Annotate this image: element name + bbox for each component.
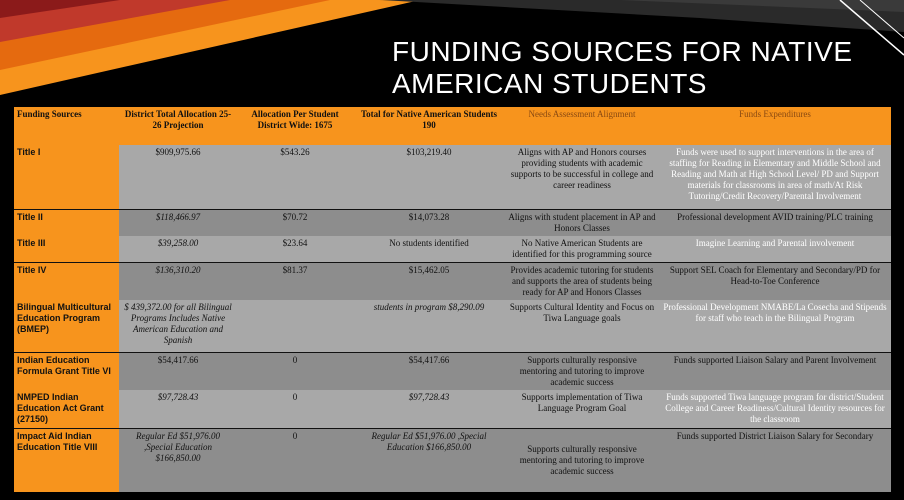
- funds-expenditures: Funds were used to support interventions in the area of staffing for Reading in Elementary and Middle School and Reading and Math at High School Level/ PD and Support materials for classrooms in area of math/At Risk Tutoring/Credit Recovery/Parental Involvement: [659, 145, 891, 209]
- funding-source: Title II: [14, 209, 119, 236]
- funds-expenditures: Professional development AVID training/PLC training: [659, 209, 891, 236]
- column-header: Needs Assessment Alignment: [505, 107, 659, 145]
- needs-alignment: Supports Cultural Identity and Focus on Tiwa Language goals: [505, 300, 659, 352]
- per-student-allocation: [237, 300, 353, 352]
- table-row: [14, 236, 891, 263]
- funds-expenditures: Professional Development NMABE/La Cosecha and Stipends for staff who teach in the Bilingual Program: [659, 300, 891, 352]
- needs-alignment: Supports culturally responsive mentoring and tutoring to improve academic success: [505, 429, 659, 492]
- district-allocation: $39,258.00: [119, 236, 237, 263]
- native-american-total: $103,219.40: [353, 145, 505, 209]
- funding-source: Bilingual Multicultural Education Program (BMEP): [14, 300, 119, 352]
- per-student-allocation: 0: [237, 390, 353, 429]
- funds-expenditures: Support SEL Coach for Elementary and Secondary/PD for Head-to-Toe Conference: [659, 263, 891, 301]
- table-row: [14, 390, 891, 429]
- needs-alignment: Aligns with AP and Honors courses providing students with academic supports to be successful in college and career readiness: [505, 145, 659, 209]
- column-header: District Total Allocation 25-26 Projection: [119, 107, 237, 145]
- per-student-allocation: 0: [237, 429, 353, 492]
- funding-source: Title III: [14, 236, 119, 263]
- funding-source: Indian Education Formula Grant Title VI: [14, 352, 119, 390]
- needs-alignment: Provides academic tutoring for students and supports the area of students being ready for AP and Honors Classes: [505, 263, 659, 301]
- table-row: [14, 352, 891, 390]
- funding-source: NMPED Indian Education Act Grant (27150): [14, 390, 119, 429]
- district-allocation: $136,310.20: [119, 263, 237, 301]
- funding-source: Impact Aid Indian Education Title VIII: [14, 429, 119, 492]
- page-title: FUNDING SOURCES FOR NATIVE AMERICAN STUDENTS: [392, 36, 853, 99]
- needs-alignment: Supports culturally responsive mentoring and tutoring to improve academic success: [505, 352, 659, 390]
- needs-alignment: No Native American Students are identified for this programming source: [505, 236, 659, 263]
- district-allocation: $118,466.97: [119, 209, 237, 236]
- funding-source: Title IV: [14, 263, 119, 301]
- needs-alignment: Supports implementation of Tiwa Language Program Goal: [505, 390, 659, 429]
- native-american-total: $15,462.05: [353, 263, 505, 301]
- funds-expenditures: Imagine Learning and Parental involvement: [659, 236, 891, 263]
- per-student-allocation: $23.64: [237, 236, 353, 263]
- per-student-allocation: 0: [237, 352, 353, 390]
- district-allocation: $909,975.66: [119, 145, 237, 209]
- district-allocation: $54,417.66: [119, 352, 237, 390]
- funding-table: [14, 107, 891, 492]
- native-american-total: No students identified: [353, 236, 505, 263]
- native-american-total: $97,728.43: [353, 390, 505, 429]
- per-student-allocation: $70.72: [237, 209, 353, 236]
- table-row: [14, 429, 891, 492]
- table-row: [14, 209, 891, 236]
- funds-expenditures: Funds supported District Liaison Salary for Secondary: [659, 429, 891, 492]
- native-american-total: students in program $8,290.09: [353, 300, 505, 352]
- table-row: [14, 263, 891, 301]
- native-american-total: $14,073.28: [353, 209, 505, 236]
- native-american-total: $54,417.66: [353, 352, 505, 390]
- needs-alignment: Aligns with student placement in AP and Honors Classes: [505, 209, 659, 236]
- district-allocation: Regular Ed $51,976.00 ,Special Education $166,850.00: [119, 429, 237, 492]
- funding-source: Title I: [14, 145, 119, 209]
- column-header: Funds Expenditures: [659, 107, 891, 145]
- district-allocation: $97,728.43: [119, 390, 237, 429]
- column-header: Total for Native American Students 190: [353, 107, 505, 145]
- table-row: [14, 300, 891, 352]
- funds-expenditures: Funds supported Liaison Salary and Parent Involvement: [659, 352, 891, 390]
- table-row: [14, 145, 891, 209]
- native-american-total: Regular Ed $51,976.00 ,Special Education $166,850.00: [353, 429, 505, 492]
- per-student-allocation: $543.26: [237, 145, 353, 209]
- district-allocation: $ 439,372.00 for all Bilingual Programs Includes Native American Education and Spanish: [119, 300, 237, 352]
- column-header: Funding Sources: [14, 107, 119, 145]
- funds-expenditures: Funds supported Tiwa language program for district/Student College and Career Readiness/Cultural Identity resources for the classroom: [659, 390, 891, 429]
- per-student-allocation: $81.37: [237, 263, 353, 301]
- table-header-row: [14, 107, 891, 145]
- column-header: Allocation Per Student District Wide: 1675: [237, 107, 353, 145]
